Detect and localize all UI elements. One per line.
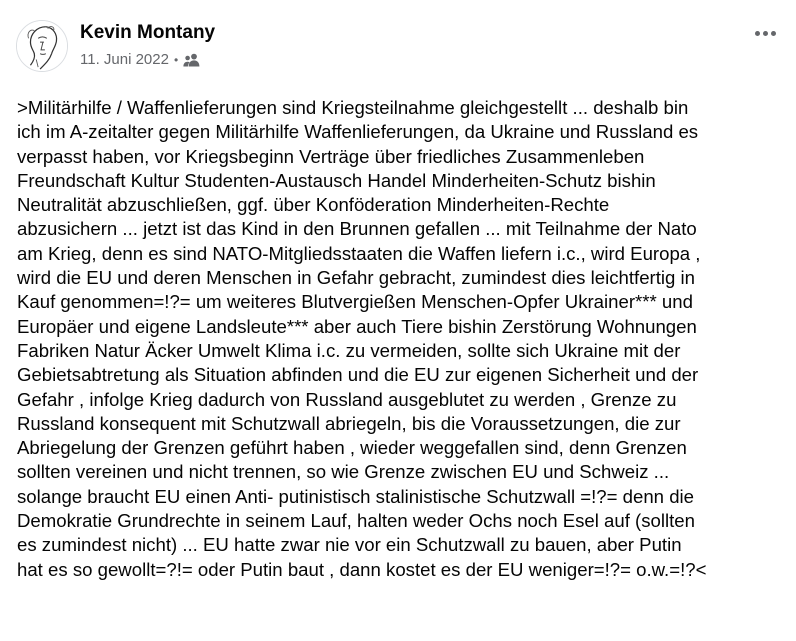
post-text-line: Demokratie Grundrechte in seinem Lauf, halten weder Ochs noch Esel auf (sollten xyxy=(17,510,695,532)
post-meta xyxy=(80,51,200,68)
post-text-line: Neutralität abzuschließen, ggf. über Konföderation Minderheiten-Rechte xyxy=(17,194,610,216)
post-text-line: hat es so gewollt=?!= oder Putin baut , dann kostet es der EU weniger=!?= o.w.=!?< xyxy=(17,558,707,580)
post-text-line: Freundschaft Kultur Studenten-Austausch Handel Minderheiten-Schutz bishin xyxy=(17,169,656,191)
post-text-line: es zumindest nicht) ... EU hatte zwar nie vor ein Schutzwall zu bauen, aber Putin xyxy=(17,534,682,556)
post-text-line: wird die EU und deren Menschen in Gefahr gebracht, zumindest dies leichtfertig in xyxy=(17,267,695,289)
post-text-line: Kauf genommen=!?= um weiteres Blutvergießen Menschen-Opfer Ukrainer*** und xyxy=(17,291,693,313)
avatar[interactable] xyxy=(16,20,68,72)
post-text-line: ich im A-zeitalter gegen Militärhilfe Waffenlieferungen, da Ukraine und Russland es xyxy=(17,121,699,143)
post-text-line: Russland konsequent mit Schutzwall abriegeln, bis die Voraussetzungen, die zur xyxy=(17,412,681,434)
post-text-line: Fabriken Natur Äcker Umwelt Klima i.c. zu vermeiden, sollte sich Ukraine mit der xyxy=(17,339,681,361)
post-text-line: solange braucht EU einen Anti- putinistisch stalinistische Schutzwall =!?= denn die xyxy=(17,485,695,507)
post-text xyxy=(17,96,793,582)
meta-separator: • xyxy=(173,52,179,67)
author-name[interactable]: Kevin Montany xyxy=(80,22,216,43)
post-text-line: Abriegelung der Grenzen geführt haben , wieder weggefallen sind, denn Grenzen xyxy=(17,437,687,459)
post-text-line: Gefahr , infolge Krieg dadurch von Russland ausgeblutet zu werden , Grenze zu xyxy=(17,388,677,410)
post-text-line: sollten vereinen und nicht trennen, so wie Grenze zwischen EU und Schweiz ... xyxy=(17,461,670,483)
friends-icon[interactable] xyxy=(183,53,200,67)
post-text-line: am Krieg, denn es sind NATO-Mitgliedsstaaten die Waffen liefern i.c., wird Europa , xyxy=(17,242,701,264)
post-text-line: Europäer und eigene Landsleute*** aber auch Tiere bishin Zerstörung Wohnungen xyxy=(17,315,697,337)
more-options-icon xyxy=(755,31,760,36)
profile-sketch-icon xyxy=(17,21,67,71)
post-text-line: Gebietsabtretung als Situation abfinden und die EU zur eigenen Sicherheit und der xyxy=(17,364,699,386)
post-date[interactable]: 11. Juni 2022 xyxy=(80,51,169,68)
post-text-line: verpasst haben, vor Kriegsbeginn Verträge über friedliches Zusammenleben xyxy=(17,145,645,167)
post-text-line: abzusichern ... jetzt ist das Kind in den Brunnen gefallen ... mit Teilnahme der Nato xyxy=(17,218,697,240)
more-options-button[interactable] xyxy=(748,20,782,46)
post-text-line: >Militärhilfe / Waffenlieferungen sind Kriegsteilnahme gleichgestellt ... deshalb bin xyxy=(17,97,689,118)
